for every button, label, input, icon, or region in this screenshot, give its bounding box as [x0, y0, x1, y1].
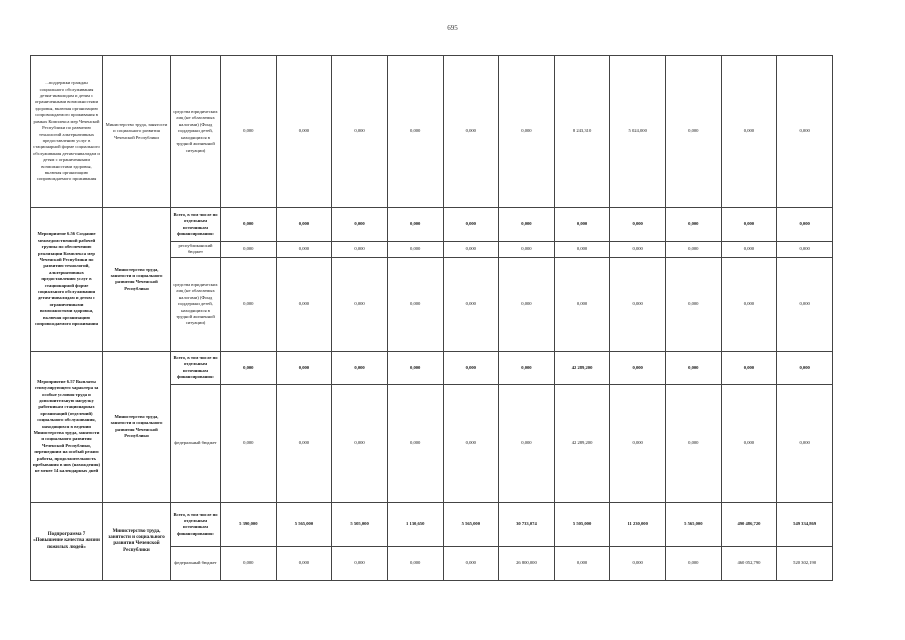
amount-cell: 26 800,000	[499, 546, 555, 580]
amount-cell: 0,000	[276, 242, 332, 258]
amount-cell: 0,000	[387, 546, 443, 580]
amount-cell: 0,000	[610, 208, 666, 242]
amount-cell: 0,000	[332, 546, 388, 580]
amount-cell: 0,000	[443, 351, 499, 384]
amount-cell: 0,000	[443, 242, 499, 258]
amount-cell: 0,000	[332, 384, 388, 502]
amount-cell: 0,000	[610, 242, 666, 258]
amount-cell: 0,000	[443, 546, 499, 580]
amount-cell: 0,000	[721, 56, 777, 208]
amount-cell: 0,000	[499, 208, 555, 242]
amount-cell: 0,000	[777, 208, 833, 242]
amount-cell: 0,000	[221, 257, 277, 351]
amount-cell: 0,000	[387, 257, 443, 351]
amount-cell: 0,000	[721, 257, 777, 351]
funding-source: Всего, в том числе по отдельным источникам финансирования:	[171, 208, 221, 242]
amount-cell: 0,000	[443, 257, 499, 351]
measure-name: ...поддержки граждан социального обслуживания детям-инвалидам и детям с ограниченными возможностями здоровья, включая организацию сопровождаемого проживания в рамках Комплекса мер Чеченской Республики по развитию технологий альтернативных предоставлению услуг в стационарной форме социального обслуживания детям-инвалидам и детям с ограниченными возможностями здоровья, включая организацию сопровождаемого проживания	[31, 56, 103, 208]
amount-cell: 42 289,200	[554, 351, 610, 384]
amount-cell: 0,000	[276, 384, 332, 502]
amount-cell: 0,000	[499, 351, 555, 384]
table-row	[31, 502, 833, 546]
amount-cell: 0,000	[499, 257, 555, 351]
amount-cell: 0,000	[610, 257, 666, 351]
amount-cell: 0,000	[499, 242, 555, 258]
amount-cell: 0,000	[387, 384, 443, 502]
amount-cell: 0,000	[387, 351, 443, 384]
amount-cell: 5 505,000	[554, 502, 610, 546]
amount-cell: 0,000	[777, 242, 833, 258]
amount-cell: 0,000	[387, 56, 443, 208]
page-number: 695	[447, 24, 458, 32]
funding-source: Всего, в том числе по отдельным источникам финансирования:	[171, 351, 221, 384]
amount-cell: 0,000	[721, 384, 777, 502]
amount-cell: 0,000	[276, 546, 332, 580]
amount-cell: 0,000	[443, 384, 499, 502]
measure-name: Мероприятие 6.57 Выплаты стимулирующего характера за особые условия труда и дополнительную нагрузку работникам стационарных организаций (отделений) социального обслуживания, находящихся в ведении Министерства труда, занятости и социального развития Чеченской Республики, перешедшим на особый режим работы, продолжительность пребывания в них (нахождения) не менее 14 календарных дней	[31, 351, 103, 502]
amount-cell: 0,000	[276, 257, 332, 351]
amount-cell: 8 243,310	[554, 56, 610, 208]
table-row	[31, 208, 833, 242]
amount-cell: 0,000	[777, 257, 833, 351]
measure-name: Подпрограмма 7 «Повышение качества жизни пожилых людей»	[31, 502, 103, 580]
amount-cell: 5 505,000	[332, 502, 388, 546]
amount-cell: 0,000	[554, 242, 610, 258]
amount-cell: 11 230,000	[610, 502, 666, 546]
executor: Министерство труда, занятости и социального развития Чеченской Республики	[103, 56, 171, 208]
amount-cell: 0,000	[777, 56, 833, 208]
amount-cell: 42 289,200	[554, 384, 610, 502]
amount-cell: 1 130,650	[387, 502, 443, 546]
measure-name: Мероприятие 6.56 Создание межведомственной рабочей группы по обеспечению реализации Комплекса мер Чеченской Республики по развитию технологий, альтернативных предоставлению услуг в стационарной форме социального обслуживания детям-инвалидам и детям с ограниченными возможностями здоровья, включая организацию сопровождаемого проживания	[31, 208, 103, 352]
amount-cell: 0,000	[221, 351, 277, 384]
amount-cell: 0,000	[666, 242, 722, 258]
table-row	[31, 351, 833, 384]
amount-cell: 0,000	[666, 546, 722, 580]
table-row	[31, 56, 833, 208]
amount-cell: 0,000	[387, 208, 443, 242]
amount-cell: 0,000	[554, 546, 610, 580]
amount-cell: 0,000	[332, 242, 388, 258]
amount-cell: 0,000	[443, 56, 499, 208]
amount-cell: 5 565,000	[443, 502, 499, 546]
amount-cell: 5 565,000	[276, 502, 332, 546]
amount-cell: 0,000	[777, 351, 833, 384]
amount-cell: 0,000	[610, 351, 666, 384]
amount-cell: 0,000	[221, 56, 277, 208]
funding-source: средства юридических лиц (не облагаемых налогами) (Фонд поддержки детей, находящихся в трудной жизненной ситуации)	[171, 56, 221, 208]
executor: Министерство труда, занятости и социального развития Чеченской Республики	[103, 502, 171, 580]
funding-source: Всего, в том числе по отдельным источникам финансирования:	[171, 502, 221, 546]
amount-cell: 520 302,190	[777, 546, 833, 580]
executor: Министерство труда, занятости и социального развития Чеченской Республики	[103, 351, 171, 502]
amount-cell: 0,000	[499, 384, 555, 502]
amount-cell: 0,000	[721, 242, 777, 258]
funding-source: федеральный бюджет	[171, 546, 221, 580]
amount-cell: 0,000	[666, 351, 722, 384]
amount-cell: 0,000	[221, 208, 277, 242]
amount-cell: 0,000	[332, 208, 388, 242]
amount-cell: 0,000	[499, 56, 555, 208]
amount-cell: 5 024,000	[610, 56, 666, 208]
amount-cell: 460 052,790	[721, 546, 777, 580]
amount-cell: 0,000	[221, 546, 277, 580]
amount-cell: 490 486,720	[721, 502, 777, 546]
amount-cell: 0,000	[443, 208, 499, 242]
amount-cell: 0,000	[332, 56, 388, 208]
amount-cell: 5 565,000	[666, 502, 722, 546]
amount-cell: 0,000	[554, 208, 610, 242]
amount-cell: 0,000	[276, 351, 332, 384]
amount-cell: 0,000	[666, 384, 722, 502]
amount-cell: 549 334,869	[777, 502, 833, 546]
amount-cell: 0,000	[387, 242, 443, 258]
funding-source: республиканский бюджет	[171, 242, 221, 258]
amount-cell: 0,000	[554, 257, 610, 351]
budget-table	[30, 55, 833, 581]
funding-source: федеральный бюджет	[171, 384, 221, 502]
amount-cell: 0,000	[276, 56, 332, 208]
amount-cell: 0,000	[777, 384, 833, 502]
amount-cell: 0,000	[721, 208, 777, 242]
amount-cell: 0,000	[666, 56, 722, 208]
amount-cell: 0,000	[721, 351, 777, 384]
amount-cell: 0,000	[221, 384, 277, 502]
amount-cell: 0,000	[666, 208, 722, 242]
amount-cell: 30 733,074	[499, 502, 555, 546]
amount-cell: 0,000	[276, 208, 332, 242]
amount-cell: 5 390,000	[221, 502, 277, 546]
amount-cell: 0,000	[221, 242, 277, 258]
amount-cell: 0,000	[666, 257, 722, 351]
amount-cell: 0,000	[610, 546, 666, 580]
amount-cell: 0,000	[332, 257, 388, 351]
executor: Министерство труда, занятости и социального развития Чеченской Республики	[103, 208, 171, 352]
amount-cell: 0,000	[610, 384, 666, 502]
funding-source: средства юридических лиц (не облагаемых налогами) (Фонд поддержки детей, находящихся в трудной жизненной ситуации)	[171, 257, 221, 351]
amount-cell: 0,000	[332, 351, 388, 384]
